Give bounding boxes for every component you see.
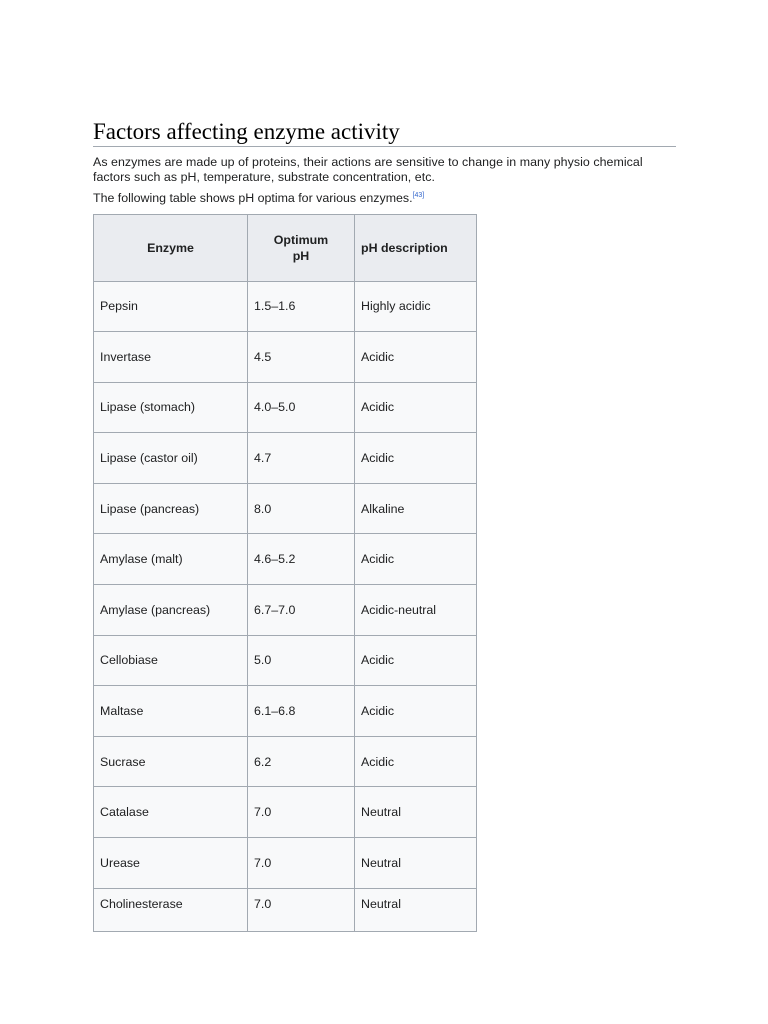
cell-ph-description: Acidic-neutral	[355, 585, 477, 636]
section-heading: Factors affecting enzyme activity	[93, 119, 400, 144]
cell-optimum-ph: 4.7	[248, 433, 355, 484]
cell-enzyme: Catalase	[94, 787, 248, 838]
table-row	[94, 281, 477, 332]
cell-ph-description: Acidic	[355, 433, 477, 484]
table-row	[94, 433, 477, 484]
cell-optimum-ph: 7.0	[248, 888, 355, 931]
cell-enzyme: Amylase (malt)	[94, 534, 248, 585]
reference-link[interactable]: [43]	[412, 191, 425, 199]
cell-optimum-ph: 6.1–6.8	[248, 686, 355, 737]
table-header-row	[94, 214, 477, 281]
heading-divider	[93, 146, 676, 147]
table-row	[94, 787, 477, 838]
cell-enzyme: Urease	[94, 838, 248, 889]
table-row	[94, 686, 477, 737]
cell-ph-description: Acidic	[355, 332, 477, 383]
table-row	[94, 534, 477, 585]
cell-enzyme: Lipase (stomach)	[94, 382, 248, 433]
cell-ph-description: Acidic	[355, 686, 477, 737]
table-row	[94, 483, 477, 534]
cell-optimum-ph: 7.0	[248, 838, 355, 889]
cell-ph-description: Highly acidic	[355, 281, 477, 332]
cell-optimum-ph: 1.5–1.6	[248, 281, 355, 332]
cell-enzyme: Lipase (castor oil)	[94, 433, 248, 484]
table-row	[94, 585, 477, 636]
table-row	[94, 838, 477, 889]
cell-ph-description: Neutral	[355, 787, 477, 838]
cell-optimum-ph: 6.7–7.0	[248, 585, 355, 636]
cell-optimum-ph: 4.6–5.2	[248, 534, 355, 585]
cell-ph-description: Neutral	[355, 888, 477, 931]
cell-optimum-ph: 5.0	[248, 635, 355, 686]
column-header-enzyme: Enzyme	[94, 214, 248, 281]
cell-enzyme: Sucrase	[94, 736, 248, 787]
cell-ph-description: Neutral	[355, 838, 477, 889]
table-intro-text: The following table shows pH optima for various enzymes.	[93, 191, 413, 205]
cell-ph-description: Acidic	[355, 534, 477, 585]
cell-ph-description: Alkaline	[355, 483, 477, 534]
cell-enzyme: Amylase (pancreas)	[94, 585, 248, 636]
cell-enzyme: Lipase (pancreas)	[94, 483, 248, 534]
column-header-ph-description: pH description	[355, 214, 477, 281]
intro-paragraph: As enzymes are made up of proteins, their actions are sensitive to change in many physio chemical factors such as pH, temperature, substrate concentration, etc.	[93, 155, 643, 184]
table-row	[94, 332, 477, 383]
cell-enzyme: Maltase	[94, 686, 248, 737]
column-header-optimum-ph: Optimum pH	[248, 214, 355, 281]
cell-ph-description: Acidic	[355, 635, 477, 686]
cell-enzyme: Cholinesterase	[94, 888, 248, 931]
article-section	[93, 118, 676, 932]
table-row	[94, 736, 477, 787]
table-intro-paragraph	[93, 191, 676, 206]
cell-optimum-ph: 6.2	[248, 736, 355, 787]
cell-optimum-ph: 7.0	[248, 787, 355, 838]
table-row	[94, 382, 477, 433]
cell-enzyme: Cellobiase	[94, 635, 248, 686]
cell-enzyme: Pepsin	[94, 281, 248, 332]
cell-optimum-ph: 4.0–5.0	[248, 382, 355, 433]
table-body	[94, 281, 477, 931]
table-row	[94, 635, 477, 686]
cell-ph-description: Acidic	[355, 382, 477, 433]
cell-ph-description: Acidic	[355, 736, 477, 787]
cell-enzyme: Invertase	[94, 332, 248, 383]
cell-optimum-ph: 4.5	[248, 332, 355, 383]
table-row	[94, 888, 477, 931]
ph-optima-table	[93, 214, 477, 932]
cell-optimum-ph: 8.0	[248, 483, 355, 534]
